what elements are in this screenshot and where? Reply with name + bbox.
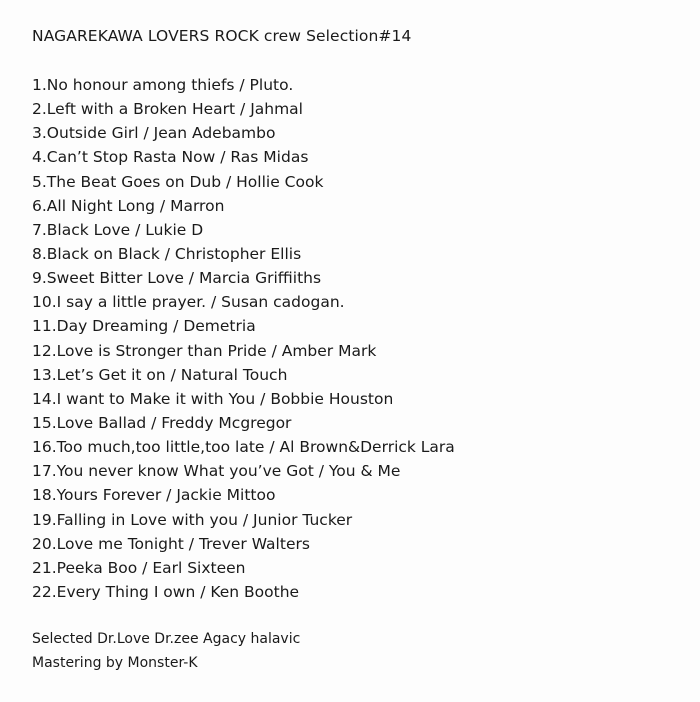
track-item: 20.Love me Tonight / Trever Walters <box>32 534 310 553</box>
mastering-credit: Mastering by Monster-K <box>32 655 198 671</box>
track-item: 19.Falling in Love with you / Junior Tucker <box>32 510 353 529</box>
track-item: 5.The Beat Goes on Dub / Hollie Cook <box>32 172 324 191</box>
track-item: 3.Outside Girl / Jean Adebambo <box>32 124 276 143</box>
selected-by-credit: Selected Dr.Love Dr.zee Agacy halavic <box>32 631 301 647</box>
track-item: 8.Black on Black / Christopher Ellis <box>32 244 302 263</box>
track-item: 6.All Night Long / Marron <box>32 196 225 215</box>
track-item: 4.Can’t Stop Rasta Now / Ras Midas <box>32 148 309 167</box>
track-item: 21.Peeka Boo / Earl Sixteen <box>32 558 246 577</box>
track-list <box>32 73 455 604</box>
track-item: 15.Love Ballad / Freddy Mcgregor <box>32 413 292 432</box>
track-item: 22.Every Thing I own / Ken Boothe <box>32 582 300 601</box>
page-title: NAGAREKAWA LOVERS ROCK crew Selection#14 <box>32 27 412 45</box>
credits-block <box>32 627 300 675</box>
track-item: 1.No honour among thiefs / Pluto. <box>32 76 294 94</box>
track-item: 2.Left with a Broken Heart / Jahmal <box>32 100 303 119</box>
track-item: 10.I say a little prayer. / Susan cadogan. <box>32 293 345 312</box>
track-item: 7.Black Love / Lukie D <box>32 220 204 239</box>
track-item: 18.Yours Forever / Jackie Mittoo <box>32 486 276 505</box>
track-item: 13.Let’s Get it on / Natural Touch <box>32 365 288 384</box>
track-item: 11.Day Dreaming / Demetria <box>32 317 256 336</box>
track-item: 16.Too much,too little,too late / Al Brown&Derrick Lara <box>32 438 455 457</box>
track-item: 14.I want to Make it with You / Bobbie Houston <box>32 389 394 408</box>
track-item: 9.Sweet Bitter Love / Marcia Griffiiths <box>32 269 322 288</box>
track-item: 17.You never know What you’ve Got / You & Me <box>32 462 401 481</box>
track-item: 12.Love is Stronger than Pride / Amber Mark <box>32 341 377 360</box>
